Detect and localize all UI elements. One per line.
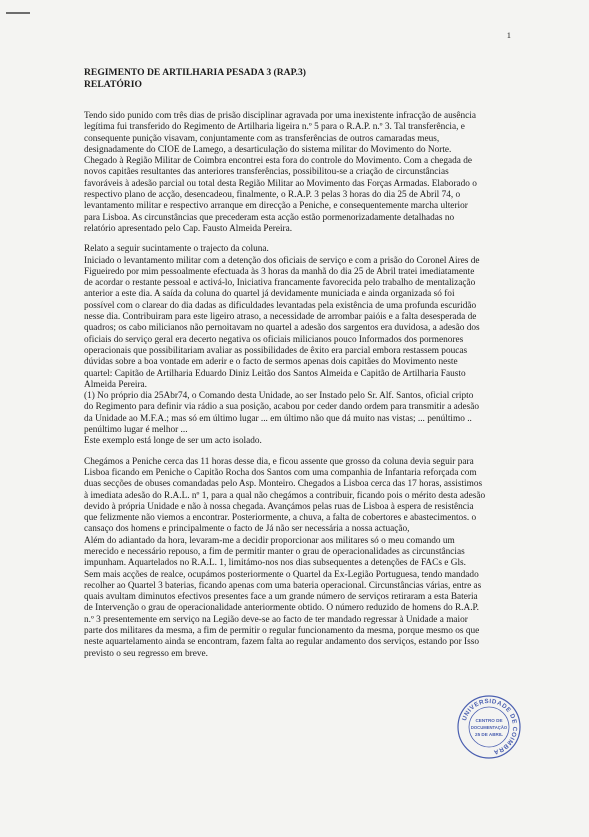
text-line: legítima fui transferido do Regimento de Artilharia ligeira n.º 5 para o R.A.P. n.º 3. Tal transferência, e: [84, 122, 465, 133]
text-line: previsto o seu regresso em breve.: [84, 648, 208, 659]
stamp-line-1: CENTRO DE: [475, 718, 503, 723]
text-line: Lisboa ficando em Peniche o Capitão Rocha dos Santos com uma companhia de Infantaria reforçada com: [84, 467, 477, 478]
text-line: da Unidade ao M.F.A.; mas só em último lugar ... em último não que dá muito nas vistas; ... penúltimo ..: [84, 413, 472, 424]
text-line: Tendo sido punido com três dias de prisão disciplinar agravada por uma inexistente infracção de ausência: [84, 111, 477, 121]
corner-mark: [6, 12, 30, 14]
text-line: dúvidas sobre a boa vontade em aderir e o facto de sermos apenas dois capitães do Movimento neste: [84, 357, 458, 368]
paragraph: [84, 111, 524, 235]
text-line: recolher ao Quartel 3 baterias, ficando apenas com uma bateria operacional. Circunstâncias várias, entre as: [84, 580, 482, 591]
text-line: que felizmente não viemos a encontrar. Posteriormente, a chuva, a falta de cobertores e abastecimentos. o: [84, 513, 477, 524]
text-line: de Intervenção o grau de operacionalidade anteriormente obtido. O número reduzido de homens do R.A.P.: [84, 603, 479, 614]
document-heading: [84, 67, 306, 91]
text-line: Chegámos a Peniche cerca das 11 horas desse dia, e ficou assente que grosso da coluna devia seguir para: [84, 456, 474, 467]
document-subtitle: RELATÓRIO: [84, 79, 142, 90]
text-line: merecido e necessário repouso, a fim de permitir manter o grau de operacionalidades as circunstâncias: [84, 546, 465, 557]
text-line: quadros; os cabo milicianos não pernoitavam no quartel a adesão dos sargentos era duvidosa, a adesão dos: [84, 323, 480, 334]
text-line: Este exemplo está longe de ser um acto isolado.: [84, 436, 262, 447]
stamp-line-3: 25 DE ABRIL: [475, 732, 503, 737]
text-line: devido à própria Unidade e não à nossa chegada. Avançámos pelas ruas de Lisboa à espera de resistência: [84, 501, 474, 512]
text-line: (1) No próprio dia 25Abr74, o Comando desta Unidade, ao ser Instado pelo Sr. Alf. Santos, oficial cripto: [84, 391, 474, 402]
text-line: Sem mais acções de realce, ocupámos posteriormente o Quartel da Ex-Legião Portuguesa, tendo mandado: [84, 569, 479, 580]
document-title: REGIMENTO DE ARTILHARIA PESADA 3 (RAP.3): [84, 67, 306, 78]
text-line: do Regimento para definir via rádio a sua posição, acabou por ceder dando ordem para transmitir a adesão: [84, 402, 479, 413]
text-line: parte dos militares da mesma, a fim de permitir o regular funcionamento da mesma, porque mesmo os que: [84, 626, 480, 637]
stamp-ring-text: UNIVERSIDADE DE COIMBRA: [460, 697, 519, 756]
text-line: operacionais que possibilitariam avaliar as possibilidades de êxito era parcial embora restassem poucas: [84, 345, 468, 356]
text-line: nesse dia. Contribuiram para este ligeiro atraso, a necessidade de arrombar paióis e a falta desesperada de: [84, 312, 477, 323]
text-line: n.º 3 presentemente em serviço na Legião deve-se ao facto de ter mandado regressar à Unidade a maior: [84, 614, 468, 625]
text-line: anterior a este dia. A saída da coluna do quartel já devidamente municiada e ainda organizada só foi: [84, 289, 455, 300]
text-line: levantamento militar e respectivo arranque em direcção a Peniche, e consequentemente marcha ulterior: [84, 201, 468, 212]
text-line: novos capitães resultantes das anteriores transferências, possibilitou-se a criação de circunstâncias: [84, 167, 449, 178]
text-line: quartel: Capitão de Artilharia Eduardo Diniz Leitão dos Santos Almeida e Capitão de Artilharia Fausto: [84, 368, 466, 379]
text-line: Iniciado o levantamento militar com a detenção dos oficiais de serviço e com a prisão do Coronel Aires de: [84, 255, 480, 266]
text-line: para Lisboa. As circunstâncias que precederam esta acção estão pormenorizadamente detalhadas no: [84, 212, 455, 223]
paragraph: [84, 244, 524, 447]
text-line: quais avultam diminutos efectivos presentes face a um grande número de serviços retiraram a esta Bateria: [84, 592, 478, 603]
text-line: Relato a seguir sucintamente o trajecto da coluna.: [84, 244, 269, 255]
text-line: Almeida Pereira.: [84, 379, 147, 390]
text-line: relatório apresentado pelo Cap. Fausto Almeida Pereira.: [84, 223, 293, 234]
document-body: [84, 111, 524, 669]
text-line: Além do adiantado da hora, levaram-me a decidir proporcionar aos militares só o meu comando um: [84, 535, 455, 546]
text-line: favoráveis à adesão parcial ou total desta Região Militar ao Movimento das Forças Armadas. Elaborado o: [84, 178, 477, 189]
text-line: oficiais do serviço geral era decerto negativa os oficiais milicianos pouco Informados dos pormenores: [84, 334, 464, 345]
text-line: neste aquartelamento ainda se encontram, fazem falta ao regular andamento dos serviços, estando por Isso: [84, 637, 479, 648]
text-line: de acordar o restante pessoal e activá-lo, Iniciativa francamente favorecida pelo trabalho de mentalização: [84, 278, 476, 289]
text-line: duas secções de obuses comandadas pelo Asp. Monteiro. Chegados a Lisboa cerca das 17 horas, assistimos: [84, 479, 483, 490]
text-line: cansaço dos homens e principalmente o facto de Já não ser necessária a nossa actuação,: [84, 524, 410, 535]
text-line: consequente punição visavam, conjuntamente com as transferências de outros camaradas meus,: [84, 133, 440, 144]
text-line: Chegado à Região Militar de Coimbra encontrei esta fora do controle do Movimento. Com a chegada de: [84, 156, 473, 167]
text-line: possível com o clarear do dia dadas as dificuldades levantadas pela existência de uma profunda escuridão: [84, 300, 477, 311]
page-number: 1: [506, 30, 511, 40]
archive-stamp: [456, 694, 522, 760]
paragraph: [84, 457, 524, 660]
text-line: à imediata adesão do R.A.L. nº 1, para a qual não chegámos a contribuir, ficando pois o mérito desta adesão: [84, 490, 486, 501]
text-line: Figueiredo por mim pessoalmente efectuada às 3 horas da manhã do dia 25 de Abril tratei imediatamente: [84, 266, 475, 277]
text-line: penúltimo lugar é melhor ...: [84, 425, 188, 436]
stamp-line-2: DOCUMENTAÇÃO: [470, 725, 508, 730]
text-line: designadamente do CIOE de Lamego, a desarticulação do sistema militar do Movimento do Norte.: [84, 144, 452, 155]
text-line: impunham. Aquartelados no R.A.L. 1, limitámo-nos nos dias subsequentes a detenções de FACs e Gls.: [84, 558, 466, 569]
text-line: respectivo plano de acção, desencadeou, finalmente, o R.A.P. 3 pelas 3 horas do dia 25 de Abril 74, o: [84, 190, 461, 201]
